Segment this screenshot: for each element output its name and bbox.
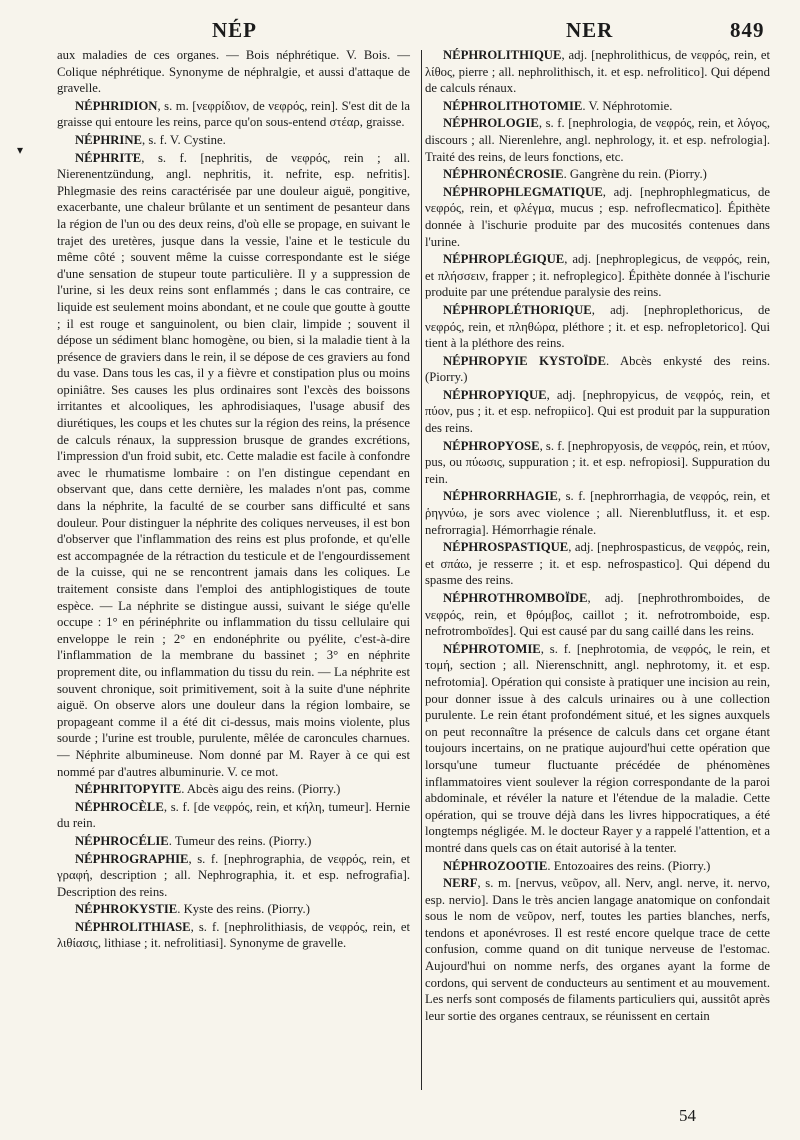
entry	[425, 641, 770, 857]
entry-term: NERF	[443, 876, 478, 891]
entry-term: NÉPHROCÈLE	[75, 799, 164, 814]
entry	[425, 166, 770, 183]
entry	[57, 781, 410, 798]
entry-body: . Entozoaires des reins. (Piorry.)	[547, 858, 711, 873]
entry-body: , adj. [nephrolithicus, de νεφρός, rein, et λίθος, pierre ; all. nephrolithisch, it. et esp. nefrolitico]. Qui dépend de calculs rénaux.	[425, 48, 770, 96]
header-right-word: NER	[566, 18, 614, 42]
entry-body: , s. f. [nephrotomia, de νεφρός, le rein, et τομή, section ; all. Nierenschnitt, angl. nephrotomy, it. et esp. nefrotomia]. Opération qui consiste à pratiquer une incision au rein, pour donner issue à des calculs urinaires ou à une collection purulente. Le rein étant profondément situé, et les signes auxquels on peut reconnaître la présence de calculs dans cet organe étant toujours incertains, on ne pratique aujourd'hui cette opération que lorsqu'une tumeur fluctuante précédée de phénomènes inflammatoires vient soulever la région correspondante de la paroi abdominale, et révéler la nature et l'étendue de la maladie. Cette opération, qui se trouve déjà dans les livres hippocratiques, a été longtemps négligée. M. le docteur Rayer y a rappelé l'attention, et a montré dans quels cas on était autorisé à la tenter.	[425, 641, 770, 855]
entry	[425, 115, 770, 165]
header-left-word: NÉP	[212, 18, 257, 42]
entry-body: , s. f. [nephrorrhagia, de νεφρός, rein, et ῥηγνύω, je sors avec violence ; all. Nierenblutfluss, it. et esp. nefrorragia]. Hémorrhagie rénale.	[425, 489, 770, 537]
entry	[57, 132, 410, 149]
entry-term: NÉPHRORRHAGIE	[443, 489, 558, 504]
entry	[57, 98, 410, 131]
entry	[425, 302, 770, 352]
entry	[57, 851, 410, 901]
entry-body: , adj. [nephroplegicus, de νεφρός, rein, et πλήσσειν, frapper ; it. nefroplegico]. Épithète donnée à l'ischurie produite par une prétendue paralysie des reins.	[425, 252, 770, 300]
entry	[57, 901, 410, 918]
entry-term: NÉPHROKYSTIE	[75, 902, 178, 917]
entry-body: . V. Néphrotomie.	[582, 98, 673, 113]
entry	[425, 251, 770, 301]
entry-body: aux maladies de ces organes. — Bois néphrétique. V. Bois. — Colique néphrétique. Synonyme de néphralgie, et aussi d'attaque de gravelle.	[57, 48, 410, 96]
entry-body: , adj. [nephrophlegmaticus, de νεφρός, rein, et φλέγμα, mucus ; esp. nefroflecmatico]. Épithète donnée à l'ischurie produite par des mucosités contenues dans l'urine.	[425, 184, 770, 249]
entry-term: NÉPHROCÉLIE	[75, 833, 169, 848]
entry-term: NÉPHROLOGIE	[443, 116, 539, 131]
entry	[57, 799, 410, 832]
entry	[425, 353, 770, 386]
entry-body: . Abcès aigu des reins. (Piorry.)	[181, 782, 341, 797]
entry-body: , s. m. [nervus, νεῦρον, all. Nerv, angl. nerve, it. nervo, esp. nervio]. Dans le très ancien langage anatomique on confondait sous le nom de νεῦρον, nerf, toutes les parties blanches, nerfs, tendons et aponévroses. Il est resté encore quelque trace de cette confusion, comme quand on dit tunique nerveuse de l'estomac. Aujourd'hui on nomme nerfs, des organes ayant la forme de cordons, qui servent de conducteurs au sentiment et au mouvement. Les nerfs sont composés de filaments particuliers qui, aussitôt après leur sortie des organes centraux, se réunissent en certain	[425, 876, 770, 1023]
entry-body: , s. f. [de νεφρός, rein, et κήλη, tumeur]. Hernie du rein.	[57, 799, 410, 831]
column-divider	[421, 50, 422, 1090]
entry	[425, 387, 770, 437]
entry-body: , s. f. [nephropyosis, de νεφρός, rein, et πύον, pus, ou πύωσις, suppuration ; it. et esp. nefropiosi]. Suppuration du rein.	[425, 438, 770, 486]
entry-term: NÉPHROPLÉTHORIQUE	[443, 302, 592, 317]
entry-term: NÉPHROLITHOTOMIE	[443, 98, 583, 113]
page-number: 849	[730, 18, 765, 42]
right-column	[425, 47, 770, 1025]
entry-body: , s. f. [nephrologia, de νεφρός, rein, et λόγος, discours ; all. Nierenlehre, angl. nephrology, it. et esp. nefrologia]. Traité des reins, de leurs fonctions, etc.	[425, 116, 770, 164]
entry-term: NÉPHRITOPYITE	[75, 782, 182, 797]
entry-term: NÉPHROTHROMBOÏDE	[443, 591, 588, 605]
entry-term: NÉPHROTOMIE	[443, 641, 541, 656]
entry	[425, 858, 770, 875]
entry-term: NÉPHROPYIQUE	[443, 387, 547, 402]
entry-body: . Gangrène du rein. (Piorry.)	[563, 167, 707, 182]
entry	[57, 47, 410, 97]
entry	[425, 488, 770, 538]
entry-term: NÉPHROPYOSE	[443, 438, 540, 453]
entry	[425, 438, 770, 488]
entry-term: NÉPHRONÉCROSIE	[443, 167, 564, 182]
entry-body: , adj. [nephroplethoricus, de νεφρός, rein, et πληθώρα, pléthore ; it. et esp. nefropletorico]. Qui tient à la pléthore des reins.	[425, 302, 770, 351]
entry-term: NÉPHRITE	[75, 150, 142, 165]
entry-term: NÉPHROPHLEGMATIQUE	[443, 184, 603, 199]
entry	[57, 919, 410, 952]
entry-body: , s. f. [nephrolithiasis, de νεφρός, rein, et λιθίασις, lithiase ; it. nefrolitiasi]. Synonyme de gravelle.	[57, 919, 410, 951]
entry-body: , s. f. [nephrographia, de νεφρός, rein, et γραφή, description ; all. Nephrographia, it. et esp. nefrografia]. Description des reins.	[57, 851, 410, 899]
entry	[425, 47, 770, 97]
entry-term: NÉPHROPYIE KYSTOÏDE	[443, 353, 606, 368]
entry-body: , adj. [nephropyicus, de νεφρός, rein, et πύον, pus ; it. et esp. nefropiico]. Qui est produit par la suppuration des reins.	[425, 387, 770, 436]
entry	[57, 150, 410, 781]
entry-term: NÉPHROLITHIASE	[75, 919, 191, 934]
signature-mark: 54	[679, 1106, 696, 1125]
entry-term: NÉPHROZOOTIE	[443, 858, 548, 873]
entry	[425, 184, 770, 250]
entry-term: NÉPHRIDION	[75, 98, 158, 113]
running-header	[0, 18, 800, 44]
entry-body: . Tumeur des reins. (Piorry.)	[168, 833, 312, 848]
entry-body: . Abcès enkysté des reins. (Piorry.)	[425, 353, 770, 385]
entry	[425, 98, 770, 115]
entry-term: NÉPHROLITHIQUE	[443, 48, 562, 62]
entry-body: , s. f. [nephritis, de νεφρός, rein ; all. Nierenentzündung, angl. nephritis, it. nefrite, esp. nefritis]. Phlegmasie des reins caractérisée par une douleur aiguë, pongitive, exacerbante, une chaleur brûlante et un sentiment de pesanteur dans la région de l'un ou des deux reins, d'où elle se propage, en suivant le trajet des uretères, jusque dans la vessie, l'aine et le testicule du même côté ; souvent même la cuisse correspondante est le siége d'une sensation de stupeur toute particulière. Il y a suppression de l'urine, si les deux reins sont enflammés ; dans le cas contraire, ce liquide est seulement moins abondant, et ne coule que goutte à goutte ; il est rouge et sanguinolent, ou bien clair, limpide ; souvent il dépose un sédiment blanc homogène, ou bien, si la maladie tient à la présence de graviers dans le rein, il se dépose de ces graviers au fond du vase. Dans tous les cas, il y a fièvre et constipation plus ou moins opiniâtre. Ses causes les plus ordinaires sont l'excès des boissons irritantes et alcooliques, les aphrodisiaques, l'usage abusif des diurétiques, les coups et les chutes sur la région des reins, la présence de calculs rénaux, la suppression brusque de grandes excrétions, l'impression d'un froid subit, etc. Cette maladie est facile à confondre avec le rhumatisme lombaire : on l'en distingue cependant en observant que, dans cette dernière, les malades n'ont pas, comme dans la néphrite, la faculté de se courber sans difficulté et sans douleur. Pour distinguer la néphrite des coliques nerveuses, il est bon d'observer que l'inflammation des reins est plus profonde, et qu'elle est accompagnée de la rétraction du testicule et de l'engourdissement de la cuisse, qui ne se rencontrent jamais dans les coliques. Le traitement consiste dans l'emploi des antiphlogistiques de toute espèce. — La néphrite se distingue aussi, suivant le siége qu'elle occupe : 1° en périnéphrite ou inflammation du tissu cellulaire qui enveloppe le rein ; 2° en endonéphrite ou pyélite, c'est-à-dire l'inflammation de la membrane du bassinet ; 3° en néphrite proprement dite, ou inflammation du tissu du rein. — La néphrite est souvent chronique, soit primitivement, soit à la suite d'une néphrite aiguë. On observe alors une douleur dans la région lombaire, se propageant comme il a été dit ci-dessus, mais moins violente, plus sourde ; l'urine est trouble, purulente, mêlée de caroncules charnues. — Néphrite albumineuse. Nom donné par M. Rayer à ce qui est nommé par d'autres albuminurie. V. ce mot.	[57, 150, 410, 779]
entry	[425, 539, 770, 589]
entry-body: , adj. [nephrospasticus, de νεφρός, rein, et σπάω, je resserre ; it. et esp. nefrospastico]. Qui dépend du spasme des reins.	[425, 540, 770, 588]
entry	[57, 833, 410, 850]
entry	[425, 875, 770, 1024]
entry	[425, 590, 770, 640]
entry-term: NÉPHRINE	[75, 132, 142, 147]
entry-term: NÉPHROGRAPHIE	[75, 851, 189, 866]
entry-body: . Kyste des reins. (Piorry.)	[177, 902, 310, 917]
margin-mark: ▾	[17, 143, 24, 157]
entry-term: NÉPHROPLÉGIQUE	[443, 252, 565, 267]
left-column	[57, 47, 410, 953]
entry-body: , s. m. [νεφρίδιον, de νεφρός, rein]. S'est dit de la graisse qui entoure les reins, parce qu'on sous-entend στέαρ, graisse.	[57, 98, 410, 130]
entry-body: , s. f. V. Cystine.	[141, 132, 226, 147]
entry-body: , adj. [nephrothromboides, de νεφρός, rein, et θρόμβος, caillot ; it. nefrotromboide, esp. nefrotromboïdes]. Qui est causé par du sang caillé dans les reins.	[425, 591, 770, 639]
entry-term: NÉPHROSPASTIQUE	[443, 540, 569, 555]
